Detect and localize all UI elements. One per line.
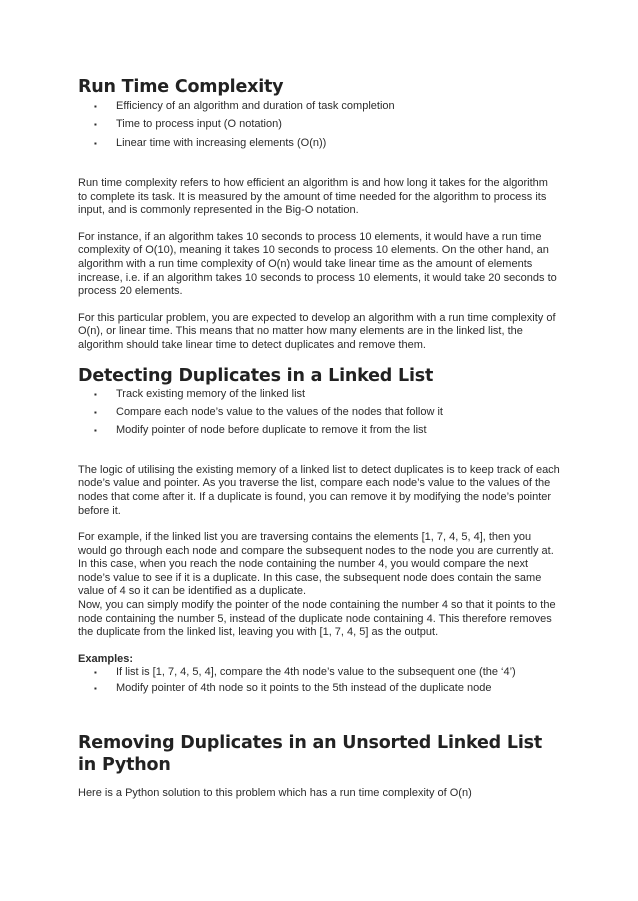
paragraph: Now, you can simply modify the pointer of the node containing the number 4 so that it points to the node containing the number 5, instead of the duplicate node containing 4. This therefore removes the duplicate from the linked list, leaving you with [1, 7, 4, 5] as the output. xyxy=(78,599,556,639)
section-heading-removing-duplicates: Removing Duplicates in an Unsorted Linked List in Python xyxy=(78,732,543,775)
paragraph: Run time complexity refers to how efficient an algorithm is and how long it takes for the algorithm to complete its task. It is measured by the amount of time needed for the algorithm to process its input, and is commonly represented in the Big-O notation. xyxy=(78,177,548,217)
list-item: ▪ Modify pointer of node before duplicate to remove it from the list xyxy=(94,424,427,437)
bullet-icon: ▪ xyxy=(94,668,97,678)
list-item: ▪ If list is [1, 7, 4, 5, 4], compare the 4th node’s value to the subsequent one (the ‘4’) xyxy=(94,666,516,679)
section-heading-detecting-duplicates: Detecting Duplicates in a Linked List xyxy=(78,365,434,386)
section-heading-run-time-complexity: Run Time Complexity xyxy=(78,77,284,97)
bullet-icon: ▪ xyxy=(94,138,97,148)
list-item: ▪ Linear time with increasing elements (O(n)) xyxy=(94,136,327,149)
bullet-list xyxy=(78,100,560,150)
bullet-icon: ▪ xyxy=(94,389,97,399)
bullet-icon: ▪ xyxy=(94,102,97,111)
bullet-icon: ▪ xyxy=(94,120,97,130)
list-item: ▪ Modify pointer of 4th node so it points to the 5th instead of the duplicate node xyxy=(94,682,492,695)
paragraph: For instance, if an algorithm takes 10 seconds to process 10 elements, it would have a run time complexity of O(10), meaning it takes 10 seconds to process 10 elements. On the other hand, an algorithm with a run time complexity of O(n) would take linear time as the amount of elements increase, i.e. if an algorithm takes 10 seconds to process 10 elements, it would take 20 seconds to process 20 elements. xyxy=(78,230,557,298)
bullet-list xyxy=(78,388,560,438)
list-item: ▪ Track existing memory of the linked list xyxy=(94,387,306,400)
list-item: ▪ Efficiency of an algorithm and duration of task completion xyxy=(94,100,395,112)
paragraph: Here is a Python solution to this problem which has a run time complexity of O(n) xyxy=(78,786,472,799)
paragraph: The logic of utilising the existing memory of a linked list to detect duplicates is to keep track of each node’s value and pointer. As you traverse the list, compare each node’s value to the values of the nodes that come after it. If a duplicate is found, you can remove it by modifying the node’s pointer before it. xyxy=(78,463,560,517)
paragraph: For example, if the linked list you are traversing contains the elements [1, 7, 4, 5, 4], then you would go through each node and compare the subsequent nodes to the node you are currently at. In this case, when you reach the node containing the number 4, you would compare the next node’s value to see if it is a duplicate. In this case, the subsequent node does contain the same value of 4 so it can be identified as a duplicate. xyxy=(78,531,554,598)
bullet-icon: ▪ xyxy=(94,407,97,417)
list-item: ▪ Compare each node’s value to the values of the nodes that follow it xyxy=(94,405,443,418)
document-page xyxy=(78,76,560,801)
examples-label: Examples: xyxy=(78,652,134,665)
paragraph: For this particular problem, you are expected to develop an algorithm with a run time complexity of O(n), or linear time. This means that no matter how many elements are in the linked list, the algorithm should take linear time to detect duplicates and remove them. xyxy=(78,311,556,352)
list-item: ▪ Time to process input (O notation) xyxy=(94,118,282,131)
bullet-icon: ▪ xyxy=(94,426,97,436)
examples-list xyxy=(78,666,560,696)
bullet-icon: ▪ xyxy=(94,684,97,694)
